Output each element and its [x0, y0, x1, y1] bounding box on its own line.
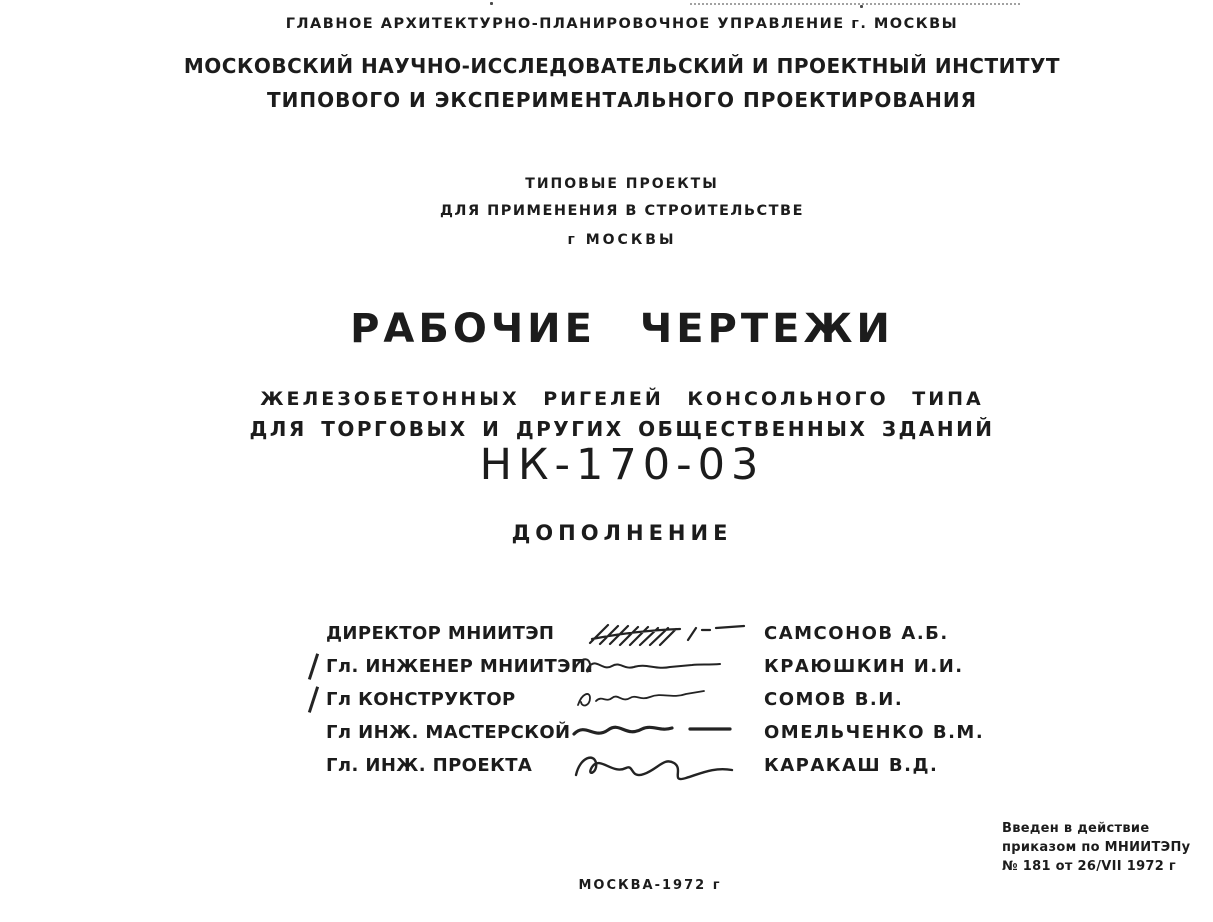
signature-row — [326, 716, 990, 749]
signature-scribble — [568, 749, 764, 782]
series-line-2: ДЛЯ ПРИМЕНЕНИЯ В СТРОИТЕЛЬСТВЕ — [439, 203, 805, 219]
org-line-2: МОСКОВСКИЙ НАУЧНО-ИССЛЕДОВАТЕЛЬСКИЙ И ПРОЕКТНЫЙ ИНСТИТУТ — [183, 54, 1061, 78]
stamp-line-2: приказом по МНИИТЭПу — [1002, 840, 1191, 855]
document-title: РАБОЧИЕ ЧЕРТЕЖИ — [350, 306, 894, 352]
signature-block — [326, 617, 990, 782]
signatory-role: ДИРЕКТОР МНИИТЭП — [326, 623, 555, 644]
org-line-1: ГЛАВНОЕ АРХИТЕКТУРНО-ПЛАНИРОВОЧНОЕ УПРАВЛЕНИЕ г. МОСКВЫ — [285, 16, 959, 32]
signatory-role: Гл ИНЖ. МАСТЕРСКОЙ — [326, 722, 571, 743]
signature-row — [326, 650, 990, 683]
signature-row — [326, 617, 990, 650]
stamp-line-1: Введен в действие — [1002, 821, 1150, 836]
signatory-role: Гл. ИНЖЕНЕР МНИИТЭП. — [326, 656, 594, 677]
scan-artifact-speck — [860, 5, 863, 8]
signatory-name: САМСОНОВ А.Б. — [764, 623, 949, 644]
approval-stamp — [1002, 819, 1202, 876]
scan-artifact-speck — [490, 2, 493, 5]
signature-scribble — [568, 683, 764, 716]
signatory-name: ОМЕЛЬЧЕНКО В.М. — [764, 722, 985, 743]
document-number: НК-170-03 — [479, 440, 765, 490]
document-subtitle-2: ДЛЯ ТОРГОВЫХ И ДРУГИХ ОБЩЕСТВЕННЫХ ЗДАНИЙ — [249, 417, 995, 441]
document-subtitle-1: ЖЕЛЕЗОБЕТОННЫХ РИГЕЛЕЙ КОНСОЛЬНОГО ТИПА — [260, 388, 984, 410]
pen-mark — [308, 653, 319, 679]
scan-artifact-dotted-line — [690, 3, 1020, 5]
series-line-1: ТИПОВЫЕ ПРОЕКТЫ — [525, 176, 719, 192]
supplement-label: ДОПОЛНЕНИЕ — [511, 521, 733, 545]
org-line-3: ТИПОВОГО И ЭКСПЕРИМЕНТАЛЬНОГО ПРОЕКТИРОВАНИЯ — [266, 88, 978, 112]
signature-row — [326, 683, 990, 716]
pen-mark — [308, 686, 319, 712]
stamp-line-3: № 181 от 26/VII 1972 г — [1002, 859, 1177, 874]
signatory-role: Гл КОНСТРУКТОР — [326, 689, 516, 710]
signature-scribble — [568, 617, 764, 650]
signature-row — [326, 749, 990, 782]
signatory-role: Гл. ИНЖ. ПРОЕКТА — [326, 755, 533, 776]
signatory-name: СОМОВ В.И. — [764, 689, 904, 710]
footer-city-year: МОСКВА-1972 г — [578, 878, 722, 893]
signatory-name: КРАЮШКИН И.И. — [764, 656, 964, 677]
series-line-3: г МОСКВЫ — [567, 232, 677, 248]
signature-scribble — [568, 716, 764, 749]
signature-scribble — [568, 650, 764, 683]
signatory-name: КАРАКАШ В.Д. — [764, 755, 939, 776]
